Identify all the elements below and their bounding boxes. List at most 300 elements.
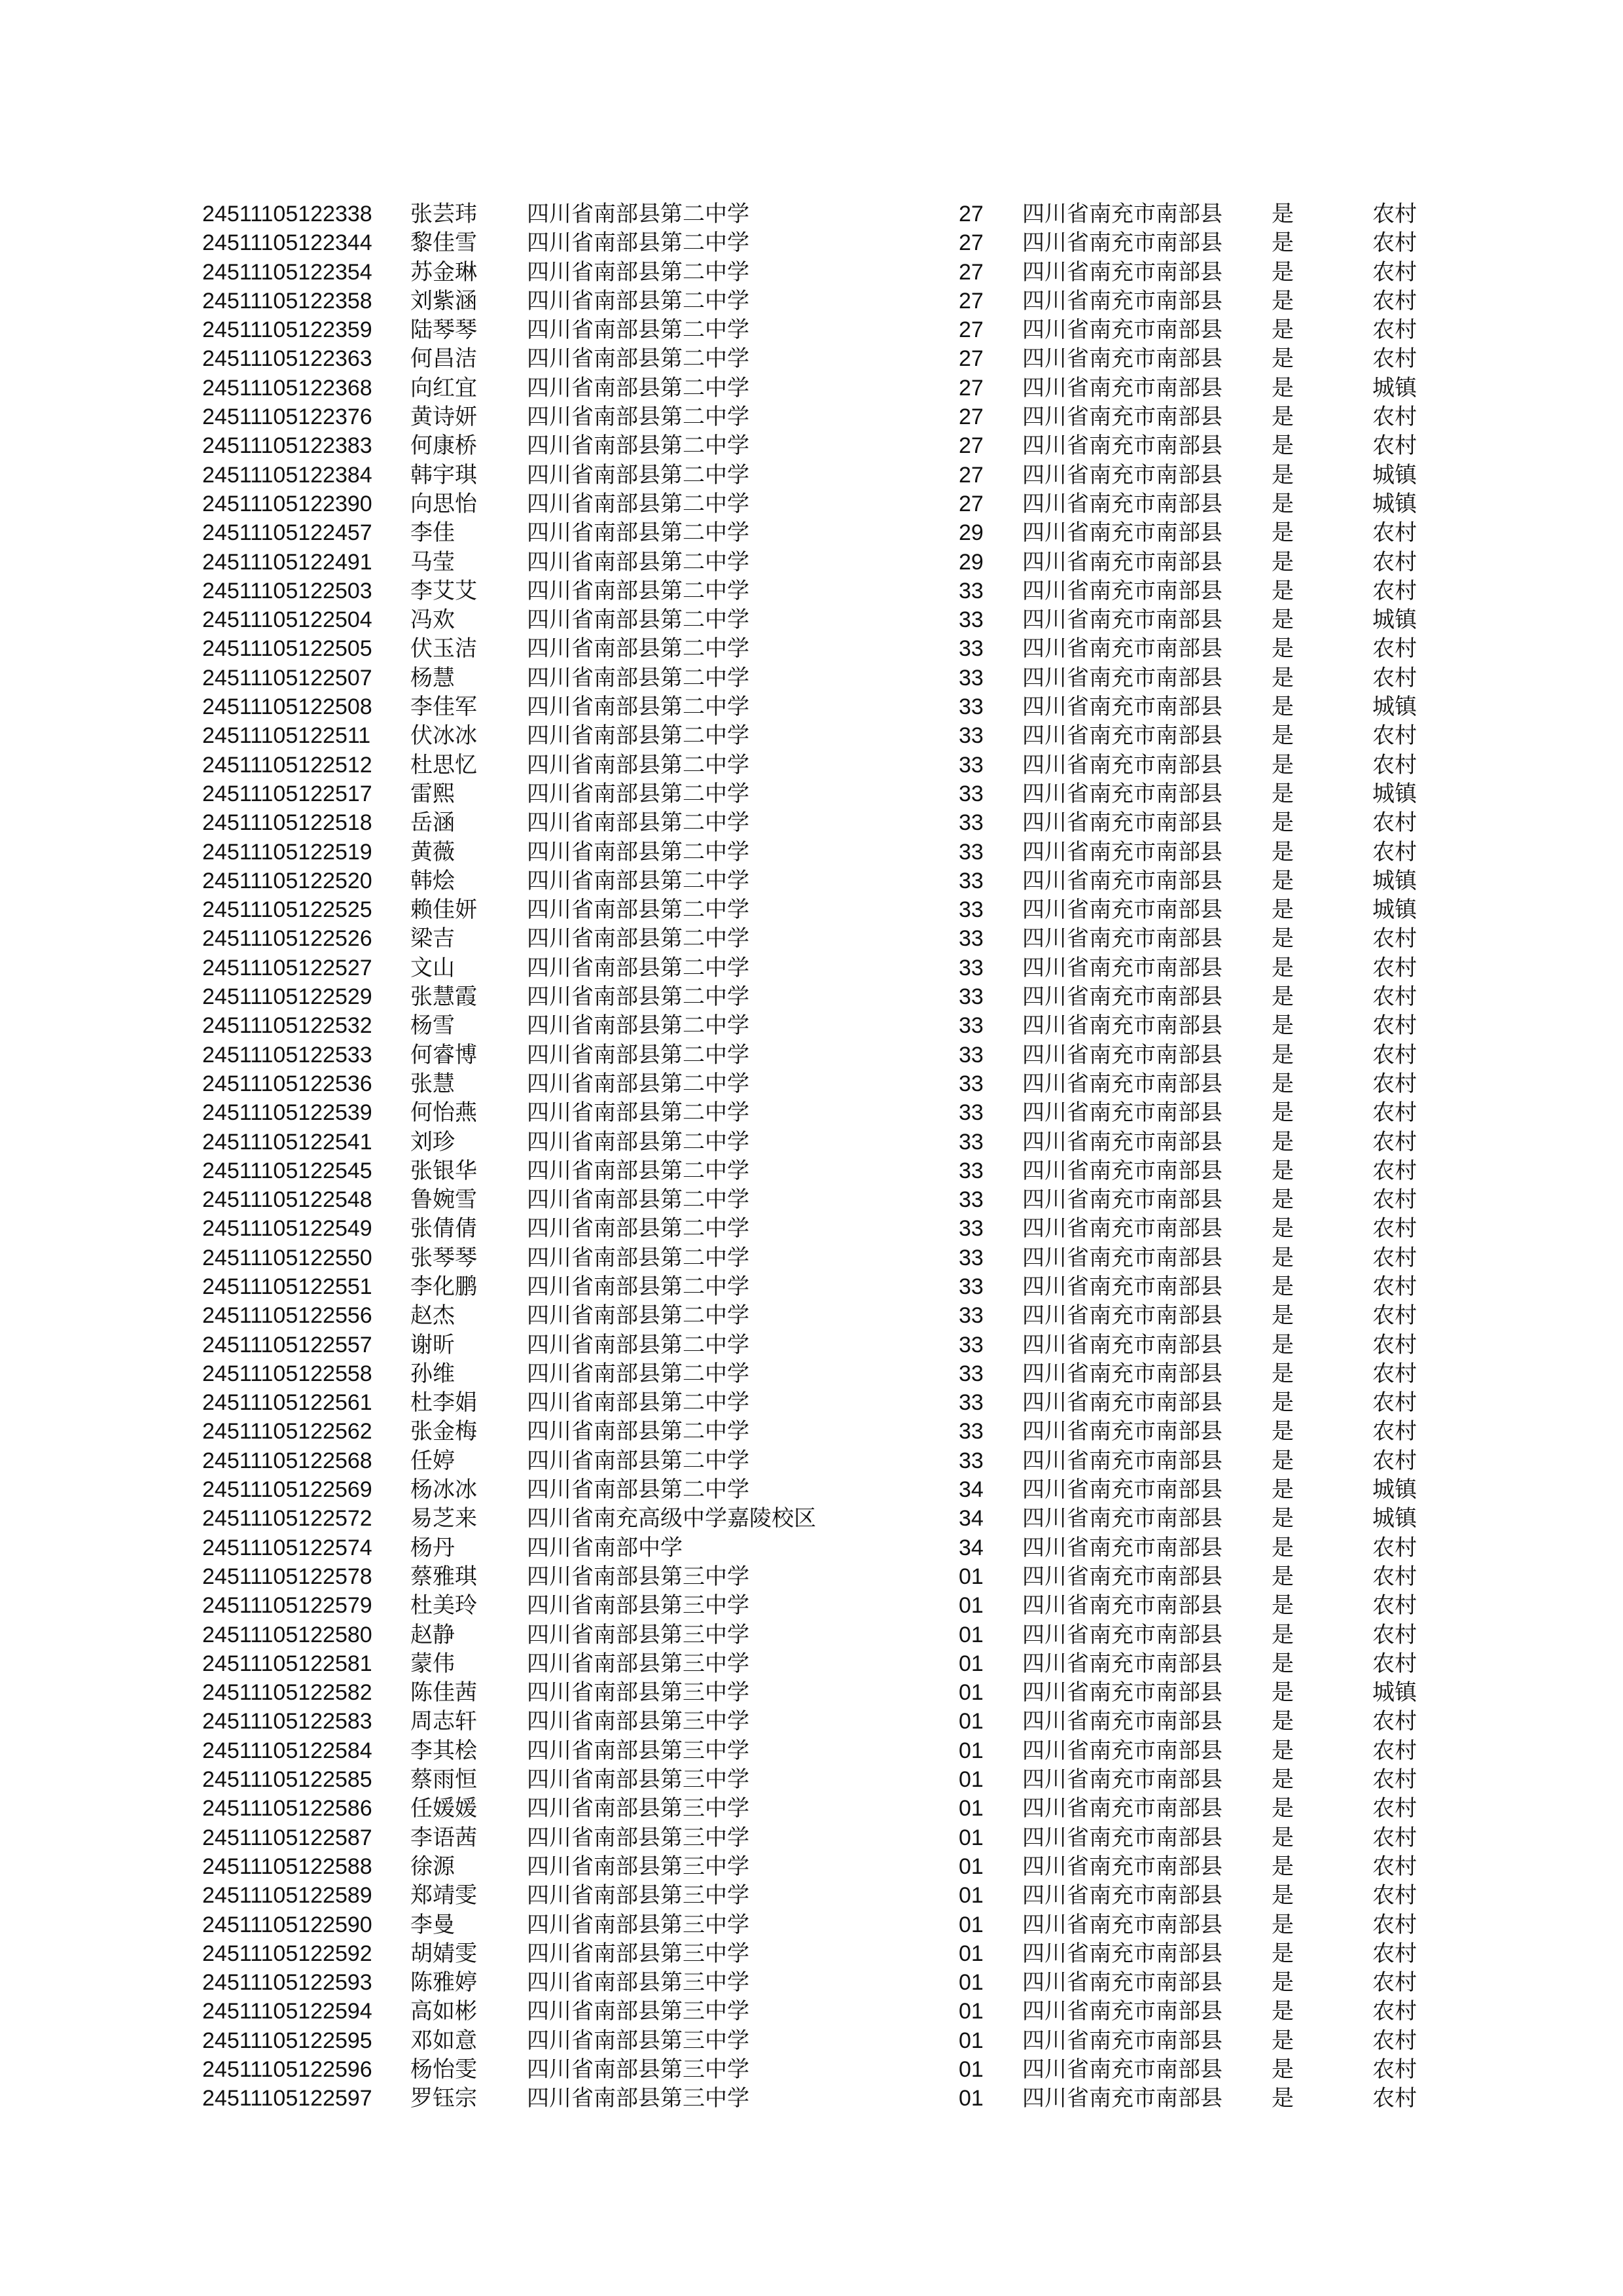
flag: 是 bbox=[1272, 838, 1294, 865]
region: 四川省南充市南部县 bbox=[1022, 433, 1222, 459]
student-id: 24511105122529 bbox=[202, 984, 372, 1010]
student-name: 任媛媛 bbox=[410, 1795, 477, 1822]
student-name: 杜美玲 bbox=[410, 1592, 477, 1619]
flag: 是 bbox=[1272, 1302, 1294, 1329]
student-name: 李艾艾 bbox=[410, 577, 477, 604]
region: 四川省南充市南部县 bbox=[1022, 1505, 1222, 1532]
region: 四川省南充市南部县 bbox=[1022, 1360, 1222, 1387]
code: 33 bbox=[959, 810, 984, 836]
flag: 是 bbox=[1272, 461, 1294, 488]
code: 33 bbox=[959, 868, 984, 893]
table-row bbox=[0, 548, 1623, 577]
flag: 是 bbox=[1272, 2056, 1294, 2083]
table-row bbox=[0, 518, 1623, 547]
region: 四川省南充市南部县 bbox=[1022, 810, 1222, 836]
area-type: 农村 bbox=[1372, 1390, 1417, 1416]
code: 27 bbox=[959, 317, 984, 343]
area-type: 农村 bbox=[1372, 1418, 1417, 1445]
table-row bbox=[0, 808, 1623, 837]
student-name: 李佳军 bbox=[410, 694, 477, 721]
data-table bbox=[0, 200, 1623, 2113]
school-name: 四川省南部县第二中学 bbox=[527, 1360, 749, 1387]
school-name: 四川省南部县第三中学 bbox=[527, 1650, 749, 1677]
area-type: 农村 bbox=[1372, 317, 1417, 344]
code: 33 bbox=[959, 1100, 984, 1126]
flag: 是 bbox=[1272, 1621, 1294, 1648]
flag: 是 bbox=[1272, 1244, 1294, 1271]
table-row bbox=[0, 461, 1623, 490]
table-row bbox=[0, 1852, 1623, 1881]
student-id: 24511105122588 bbox=[202, 1854, 372, 1879]
student-id: 24511105122511 bbox=[202, 723, 371, 749]
school-name: 四川省南部县第二中学 bbox=[527, 838, 749, 865]
flag: 是 bbox=[1272, 1360, 1294, 1387]
flag: 是 bbox=[1272, 1650, 1294, 1677]
student-id: 24511105122512 bbox=[202, 752, 372, 778]
table-row bbox=[0, 664, 1623, 692]
school-name: 四川省南部县第三中学 bbox=[527, 1853, 749, 1880]
student-name: 张慧霞 bbox=[410, 984, 477, 1011]
student-id: 24511105122507 bbox=[202, 665, 372, 691]
region: 四川省南充市南部县 bbox=[1022, 1534, 1222, 1561]
table-row bbox=[0, 634, 1623, 663]
student-name: 杨雪 bbox=[410, 1013, 455, 1039]
table-row bbox=[0, 838, 1623, 867]
school-name: 四川省南部县第三中学 bbox=[527, 1998, 749, 2025]
school-name: 四川省南部县第三中学 bbox=[527, 1767, 749, 1793]
region: 四川省南充市南部县 bbox=[1022, 1911, 1222, 1938]
code: 01 bbox=[959, 1564, 984, 1589]
flag: 是 bbox=[1272, 374, 1294, 401]
code: 33 bbox=[959, 1419, 984, 1444]
student-id: 24511105122526 bbox=[202, 926, 372, 952]
student-id: 24511105122579 bbox=[202, 1593, 372, 1619]
region: 四川省南充市南部县 bbox=[1022, 1187, 1222, 1213]
code: 01 bbox=[959, 1825, 984, 1850]
flag: 是 bbox=[1272, 346, 1294, 372]
student-id: 24511105122390 bbox=[202, 491, 372, 516]
student-name: 韩烩 bbox=[410, 867, 455, 894]
flag: 是 bbox=[1272, 1390, 1294, 1416]
flag: 是 bbox=[1272, 1187, 1294, 1213]
code: 33 bbox=[959, 984, 984, 1010]
table-row bbox=[0, 1997, 1623, 2026]
table-row bbox=[0, 2055, 1623, 2084]
area-type: 农村 bbox=[1372, 1621, 1417, 1648]
area-type: 农村 bbox=[1372, 1882, 1417, 1909]
region: 四川省南充市南部县 bbox=[1022, 2056, 1222, 2083]
region: 四川省南充市南部县 bbox=[1022, 1998, 1222, 2025]
student-id: 24511105122589 bbox=[202, 1883, 372, 1909]
student-id: 24511105122491 bbox=[202, 549, 372, 575]
region: 四川省南充市南部县 bbox=[1022, 984, 1222, 1011]
area-type: 农村 bbox=[1372, 1998, 1417, 2025]
region: 四川省南充市南部县 bbox=[1022, 780, 1222, 807]
region: 四川省南充市南部县 bbox=[1022, 1273, 1222, 1300]
student-name: 梁吉 bbox=[410, 925, 455, 952]
flag: 是 bbox=[1272, 810, 1294, 836]
flag: 是 bbox=[1272, 2085, 1294, 2112]
code: 01 bbox=[959, 1651, 984, 1676]
flag: 是 bbox=[1272, 1998, 1294, 2025]
student-name: 鲁婉雪 bbox=[410, 1187, 477, 1213]
school-name: 四川省南部县第二中学 bbox=[527, 1128, 749, 1155]
student-id: 24511105122517 bbox=[202, 781, 372, 806]
student-id: 24511105122595 bbox=[202, 2028, 372, 2053]
code: 27 bbox=[959, 259, 984, 285]
region: 四川省南充市南部县 bbox=[1022, 461, 1222, 488]
area-type: 农村 bbox=[1372, 548, 1417, 575]
table-row bbox=[0, 374, 1623, 403]
school-name: 四川省南部县第三中学 bbox=[527, 1563, 749, 1590]
school-name: 四川省南部县第二中学 bbox=[527, 694, 749, 721]
school-name: 四川省南部县第二中学 bbox=[527, 548, 749, 575]
code: 27 bbox=[959, 202, 984, 226]
student-name: 赵杰 bbox=[410, 1302, 455, 1329]
region: 四川省南充市南部县 bbox=[1022, 577, 1222, 604]
student-name: 赵静 bbox=[410, 1621, 455, 1648]
student-name: 张银华 bbox=[410, 1157, 477, 1184]
region: 四川省南充市南部县 bbox=[1022, 1882, 1222, 1909]
region: 四川省南充市南部县 bbox=[1022, 925, 1222, 952]
area-type: 农村 bbox=[1372, 2027, 1417, 2054]
school-name: 四川省南部县第二中学 bbox=[527, 374, 749, 401]
flag: 是 bbox=[1272, 984, 1294, 1011]
school-name: 四川省南部县第二中学 bbox=[527, 954, 749, 981]
flag: 是 bbox=[1272, 1563, 1294, 1590]
student-id: 24511105122557 bbox=[202, 1332, 372, 1357]
student-name: 刘紫涵 bbox=[410, 287, 477, 314]
region: 四川省南充市南部县 bbox=[1022, 636, 1222, 662]
student-id: 24511105122519 bbox=[202, 839, 372, 865]
region: 四川省南充市南部县 bbox=[1022, 2085, 1222, 2112]
code: 27 bbox=[959, 433, 984, 459]
school-name: 四川省南部县第二中学 bbox=[527, 346, 749, 372]
flag: 是 bbox=[1272, 1100, 1294, 1126]
code: 27 bbox=[959, 288, 984, 314]
table-row bbox=[0, 287, 1623, 315]
region: 四川省南充市南部县 bbox=[1022, 1824, 1222, 1851]
area-type: 农村 bbox=[1372, 1563, 1417, 1590]
student-id: 24511105122532 bbox=[202, 1013, 372, 1039]
school-name: 四川省南部县第二中学 bbox=[527, 925, 749, 952]
school-name: 四川省南部县第二中学 bbox=[527, 1187, 749, 1213]
student-id: 24511105122549 bbox=[202, 1216, 372, 1242]
code: 33 bbox=[959, 665, 984, 691]
student-name: 文山 bbox=[410, 954, 455, 981]
student-id: 24511105122551 bbox=[202, 1274, 372, 1299]
code: 33 bbox=[959, 1187, 984, 1213]
area-type: 农村 bbox=[1372, 1331, 1417, 1358]
student-id: 24511105122582 bbox=[202, 1680, 372, 1706]
flag: 是 bbox=[1272, 1013, 1294, 1039]
flag: 是 bbox=[1272, 490, 1294, 517]
student-name: 黎佳雪 bbox=[410, 230, 477, 257]
area-type: 城镇 bbox=[1372, 490, 1417, 517]
student-name: 李语茜 bbox=[410, 1824, 477, 1851]
table-row bbox=[0, 1736, 1623, 1765]
school-name: 四川省南部县第二中学 bbox=[527, 259, 749, 285]
student-name: 蒙伟 bbox=[410, 1650, 455, 1677]
area-type: 城镇 bbox=[1372, 694, 1417, 721]
student-id: 24511105122562 bbox=[202, 1419, 372, 1444]
region: 四川省南充市南部县 bbox=[1022, 287, 1222, 314]
area-type: 农村 bbox=[1372, 954, 1417, 981]
table-row bbox=[0, 490, 1623, 518]
school-name: 四川省南部县第三中学 bbox=[527, 1824, 749, 1851]
student-name: 伏冰冰 bbox=[410, 723, 477, 749]
table-row bbox=[0, 1939, 1623, 1968]
region: 四川省南充市南部县 bbox=[1022, 1477, 1222, 1503]
school-name: 四川省南部县第三中学 bbox=[527, 2027, 749, 2054]
school-name: 四川省南部县第二中学 bbox=[527, 664, 749, 691]
flag: 是 bbox=[1272, 954, 1294, 981]
region: 四川省南充市南部县 bbox=[1022, 1650, 1222, 1677]
region: 四川省南充市南部县 bbox=[1022, 1128, 1222, 1155]
student-name: 岳涵 bbox=[410, 810, 455, 836]
region: 四川省南充市南部县 bbox=[1022, 1070, 1222, 1097]
area-type: 城镇 bbox=[1372, 867, 1417, 894]
code: 34 bbox=[959, 1535, 984, 1560]
school-name: 四川省南部县第三中学 bbox=[527, 1621, 749, 1648]
area-type: 农村 bbox=[1372, 1940, 1417, 1967]
student-name: 赖佳妍 bbox=[410, 897, 477, 924]
region: 四川省南充市南部县 bbox=[1022, 1244, 1222, 1271]
school-name: 四川省南充高级中学嘉陵校区 bbox=[527, 1505, 816, 1532]
flag: 是 bbox=[1272, 1969, 1294, 1996]
student-id: 24511105122594 bbox=[202, 1999, 372, 2024]
area-type: 农村 bbox=[1372, 810, 1417, 836]
area-type: 农村 bbox=[1372, 1853, 1417, 1880]
area-type: 农村 bbox=[1372, 1128, 1417, 1155]
school-name: 四川省南部县第二中学 bbox=[527, 723, 749, 749]
code: 34 bbox=[959, 1477, 984, 1503]
flag: 是 bbox=[1272, 1882, 1294, 1909]
school-name: 四川省南部县第二中学 bbox=[527, 230, 749, 257]
area-type: 农村 bbox=[1372, 1650, 1417, 1677]
flag: 是 bbox=[1272, 636, 1294, 662]
school-name: 四川省南部县第二中学 bbox=[527, 1477, 749, 1503]
school-name: 四川省南部县第二中学 bbox=[527, 433, 749, 459]
table-row bbox=[0, 1881, 1623, 1910]
code: 27 bbox=[959, 346, 984, 372]
flag: 是 bbox=[1272, 694, 1294, 721]
school-name: 四川省南部县第二中学 bbox=[527, 520, 749, 547]
region: 四川省南充市南部县 bbox=[1022, 1100, 1222, 1126]
table-row bbox=[0, 982, 1623, 1011]
student-id: 24511105122384 bbox=[202, 462, 372, 488]
flag: 是 bbox=[1272, 287, 1294, 314]
flag: 是 bbox=[1272, 1767, 1294, 1793]
code: 01 bbox=[959, 2057, 984, 2082]
table-row bbox=[0, 577, 1623, 605]
table-row bbox=[0, 1649, 1623, 1678]
student-name: 郑靖雯 bbox=[410, 1882, 477, 1909]
student-name: 黄诗妍 bbox=[410, 404, 477, 431]
code: 33 bbox=[959, 1216, 984, 1242]
table-row bbox=[0, 1214, 1623, 1243]
flag: 是 bbox=[1272, 607, 1294, 634]
table-row bbox=[0, 751, 1623, 780]
table-row bbox=[0, 1069, 1623, 1098]
code: 01 bbox=[959, 1912, 984, 1937]
table-row bbox=[0, 403, 1623, 431]
student-id: 24511105122518 bbox=[202, 810, 372, 836]
area-type: 农村 bbox=[1372, 1273, 1417, 1300]
student-id: 24511105122363 bbox=[202, 346, 372, 372]
student-name: 马莹 bbox=[410, 548, 455, 575]
table-row bbox=[0, 431, 1623, 460]
table-row bbox=[0, 1794, 1623, 1823]
flag: 是 bbox=[1272, 2027, 1294, 2054]
area-type: 城镇 bbox=[1372, 461, 1417, 488]
flag: 是 bbox=[1272, 897, 1294, 924]
table-row bbox=[0, 1504, 1623, 1533]
student-id: 24511105122527 bbox=[202, 955, 372, 980]
flag: 是 bbox=[1272, 1215, 1294, 1242]
code: 01 bbox=[959, 1854, 984, 1879]
table-row bbox=[0, 1591, 1623, 1620]
student-id: 24511105122568 bbox=[202, 1448, 372, 1473]
student-name: 胡婧雯 bbox=[410, 1940, 477, 1967]
table-row bbox=[0, 895, 1623, 924]
area-type: 农村 bbox=[1372, 1592, 1417, 1619]
student-name: 徐源 bbox=[410, 1853, 455, 1880]
student-name: 冯欢 bbox=[410, 607, 455, 634]
code: 01 bbox=[959, 1709, 984, 1734]
student-id: 24511105122358 bbox=[202, 288, 372, 314]
flag: 是 bbox=[1272, 317, 1294, 344]
school-name: 四川省南部县第二中学 bbox=[527, 1041, 749, 1068]
table-row bbox=[0, 1475, 1623, 1504]
student-id: 24511105122508 bbox=[202, 694, 372, 720]
code: 33 bbox=[959, 897, 984, 923]
region: 四川省南充市南部县 bbox=[1022, 1708, 1222, 1735]
table-row bbox=[0, 1011, 1623, 1040]
student-name: 向红宜 bbox=[410, 374, 477, 401]
code: 33 bbox=[959, 1448, 984, 1473]
area-type: 农村 bbox=[1372, 287, 1417, 314]
area-type: 农村 bbox=[1372, 1534, 1417, 1561]
school-name: 四川省南部县第二中学 bbox=[527, 751, 749, 778]
area-type: 农村 bbox=[1372, 664, 1417, 691]
student-name: 张慧 bbox=[410, 1070, 455, 1097]
flag: 是 bbox=[1272, 1505, 1294, 1532]
region: 四川省南充市南部县 bbox=[1022, 723, 1222, 749]
code: 33 bbox=[959, 1129, 984, 1155]
student-id: 24511105122525 bbox=[202, 897, 372, 923]
school-name: 四川省南部县第三中学 bbox=[527, 1592, 749, 1619]
table-row bbox=[0, 1621, 1623, 1649]
region: 四川省南充市南部县 bbox=[1022, 548, 1222, 575]
student-id: 24511105122338 bbox=[202, 202, 372, 226]
student-id: 24511105122376 bbox=[202, 404, 372, 430]
flag: 是 bbox=[1272, 404, 1294, 431]
student-id: 24511105122520 bbox=[202, 868, 372, 893]
code: 33 bbox=[959, 1274, 984, 1299]
region: 四川省南充市南部县 bbox=[1022, 1767, 1222, 1793]
region: 四川省南充市南部县 bbox=[1022, 317, 1222, 344]
area-type: 农村 bbox=[1372, 230, 1417, 257]
region: 四川省南充市南部县 bbox=[1022, 838, 1222, 865]
area-type: 农村 bbox=[1372, 404, 1417, 431]
area-type: 城镇 bbox=[1372, 1477, 1417, 1503]
flag: 是 bbox=[1272, 1128, 1294, 1155]
region: 四川省南充市南部县 bbox=[1022, 1795, 1222, 1822]
flag: 是 bbox=[1272, 1331, 1294, 1358]
school-name: 四川省南部县第二中学 bbox=[527, 867, 749, 894]
flag: 是 bbox=[1272, 1070, 1294, 1097]
flag: 是 bbox=[1272, 723, 1294, 749]
school-name: 四川省南部县第二中学 bbox=[527, 317, 749, 344]
student-name: 谢昕 bbox=[410, 1331, 455, 1358]
school-name: 四川省南部县第三中学 bbox=[527, 1679, 749, 1706]
table-row bbox=[0, 228, 1623, 257]
code: 29 bbox=[959, 520, 984, 546]
flag: 是 bbox=[1272, 1447, 1294, 1474]
code: 29 bbox=[959, 549, 984, 575]
table-row bbox=[0, 1417, 1623, 1446]
flag: 是 bbox=[1272, 520, 1294, 547]
flag: 是 bbox=[1272, 1592, 1294, 1619]
student-id: 24511105122359 bbox=[202, 317, 372, 343]
table-row bbox=[0, 344, 1623, 373]
school-name: 四川省南部县第二中学 bbox=[527, 810, 749, 836]
student-name: 罗钰宗 bbox=[410, 2085, 477, 2112]
school-name: 四川省南部县第二中学 bbox=[527, 636, 749, 662]
area-type: 农村 bbox=[1372, 1969, 1417, 1996]
school-name: 四川省南部县第二中学 bbox=[527, 1302, 749, 1329]
school-name: 四川省南部县第二中学 bbox=[527, 607, 749, 634]
school-name: 四川省南部县第三中学 bbox=[527, 1969, 749, 1996]
region: 四川省南充市南部县 bbox=[1022, 1563, 1222, 1590]
flag: 是 bbox=[1272, 1157, 1294, 1184]
area-type: 农村 bbox=[1372, 1070, 1417, 1097]
area-type: 农村 bbox=[1372, 2056, 1417, 2083]
table-row bbox=[0, 1446, 1623, 1475]
student-id: 24511105122583 bbox=[202, 1709, 372, 1734]
school-name: 四川省南部县第二中学 bbox=[527, 1418, 749, 1445]
student-name: 李化鹏 bbox=[410, 1273, 477, 1300]
area-type: 农村 bbox=[1372, 984, 1417, 1011]
student-name: 张芸玮 bbox=[410, 201, 477, 227]
table-row bbox=[0, 2026, 1623, 2055]
student-name: 刘珍 bbox=[410, 1128, 455, 1155]
table-row bbox=[0, 1562, 1623, 1591]
flag: 是 bbox=[1272, 925, 1294, 952]
area-type: 城镇 bbox=[1372, 897, 1417, 924]
school-name: 四川省南部中学 bbox=[527, 1534, 683, 1561]
area-type: 农村 bbox=[1372, 577, 1417, 604]
code: 33 bbox=[959, 1390, 984, 1416]
student-name: 陈佳茜 bbox=[410, 1679, 477, 1706]
area-type: 农村 bbox=[1372, 1737, 1417, 1764]
school-name: 四川省南部县第二中学 bbox=[527, 1013, 749, 1039]
area-type: 农村 bbox=[1372, 751, 1417, 778]
region: 四川省南充市南部县 bbox=[1022, 259, 1222, 285]
student-name: 杨丹 bbox=[410, 1534, 455, 1561]
table-row bbox=[0, 1301, 1623, 1330]
student-id: 24511105122505 bbox=[202, 636, 372, 662]
area-type: 农村 bbox=[1372, 1100, 1417, 1126]
code: 01 bbox=[959, 1622, 984, 1647]
region: 四川省南充市南部县 bbox=[1022, 1157, 1222, 1184]
code: 34 bbox=[959, 1506, 984, 1532]
student-name: 黄薇 bbox=[410, 838, 455, 865]
area-type: 农村 bbox=[1372, 1911, 1417, 1938]
flag: 是 bbox=[1272, 1853, 1294, 1880]
student-name: 张倩倩 bbox=[410, 1215, 477, 1242]
